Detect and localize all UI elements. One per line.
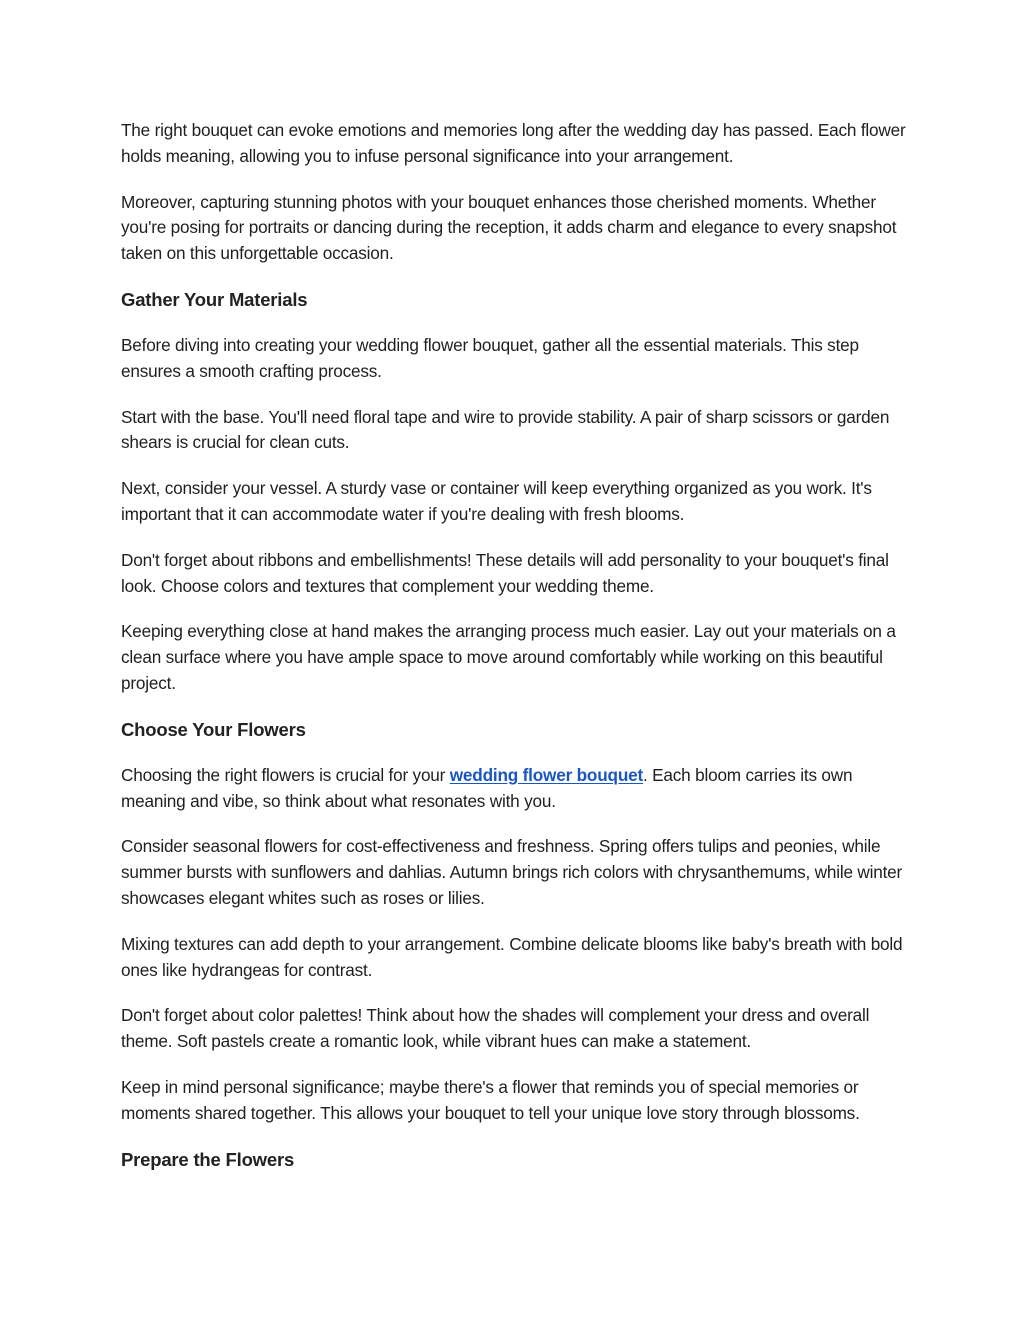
flowers-paragraph-4: Don't forget about color palettes! Think about how the shades will complement your dress and overall theme. Soft pastels create a romantic look, while vibrant hues can make a statement.: [121, 1005, 870, 1052]
flowers-paragraph-2: Consider seasonal flowers for cost-effectiveness and freshness. Spring offers tulips and peonies, while summer bursts with sunflowers and dahlias. Autumn brings rich colors with chrysanthemums, while winter showcases elegant whites such as roses or lilies.: [121, 836, 903, 908]
heading-gather-materials: Gather Your Materials: [121, 288, 308, 310]
materials-paragraph-4: Don't forget about ribbons and embellishments! These details will add personality to your bouquet's final look. Choose colors and textures that complement your wedding theme.: [121, 549, 889, 596]
materials-paragraph-1: Before diving into creating your wedding flower bouquet, gather all the essential materials. This step ensures a smooth crafting process.: [121, 334, 859, 381]
flowers-paragraph-5: Keep in mind personal significance; maybe there's a flower that reminds you of special memories or moments shared together. This allows your bouquet to tell your unique love story through blossoms.: [121, 1076, 860, 1123]
intro-paragraph-2: Moreover, capturing stunning photos with your bouquet enhances those cherished moments. Whether you're posing for portraits or dancing during the reception, it adds charm and elegance to every snapshot taken on this unforgettable occasion.: [121, 191, 897, 264]
heading-prepare-flowers: Prepare the Flowers: [121, 1148, 295, 1170]
flowers-paragraph-3: Mixing textures can add depth to your arrangement. Combine delicate blooms like baby's breath with bold ones like hydrangeas for contrast.: [121, 933, 903, 980]
document-page: [121, 118, 911, 1193]
materials-paragraph-3: Next, consider your vessel. A sturdy vase or container will keep everything organized as you work. It's important that it can accommodate water if you're dealing with fresh blooms.: [121, 478, 872, 524]
flowers-paragraph-1: [121, 763, 911, 815]
flowers-paragraph-1-after: . Each bloom carries its own meaning and vibe, so think about what resonates with you.: [121, 764, 853, 811]
wedding-flower-bouquet-link[interactable]: wedding flower bouquet: [449, 764, 644, 785]
heading-choose-flowers: Choose Your Flowers: [121, 718, 306, 740]
intro-paragraph-1: The right bouquet can evoke emotions and memories long after the wedding day has passed. Each flower holds meaning, allowing you to infuse personal significance into your arrangement.: [121, 120, 906, 166]
materials-paragraph-2: Start with the base. You'll need floral tape and wire to provide stability. A pair of sharp scissors or garden shears is crucial for clean cuts.: [121, 406, 890, 453]
materials-paragraph-5: Keeping everything close at hand makes the arranging process much easier. Lay out your materials on a clean surface where you have ample space to move around comfortably while working on this beautiful project.: [121, 621, 896, 693]
flowers-paragraph-1-before: Choosing the right flowers is crucial for your: [121, 764, 450, 785]
